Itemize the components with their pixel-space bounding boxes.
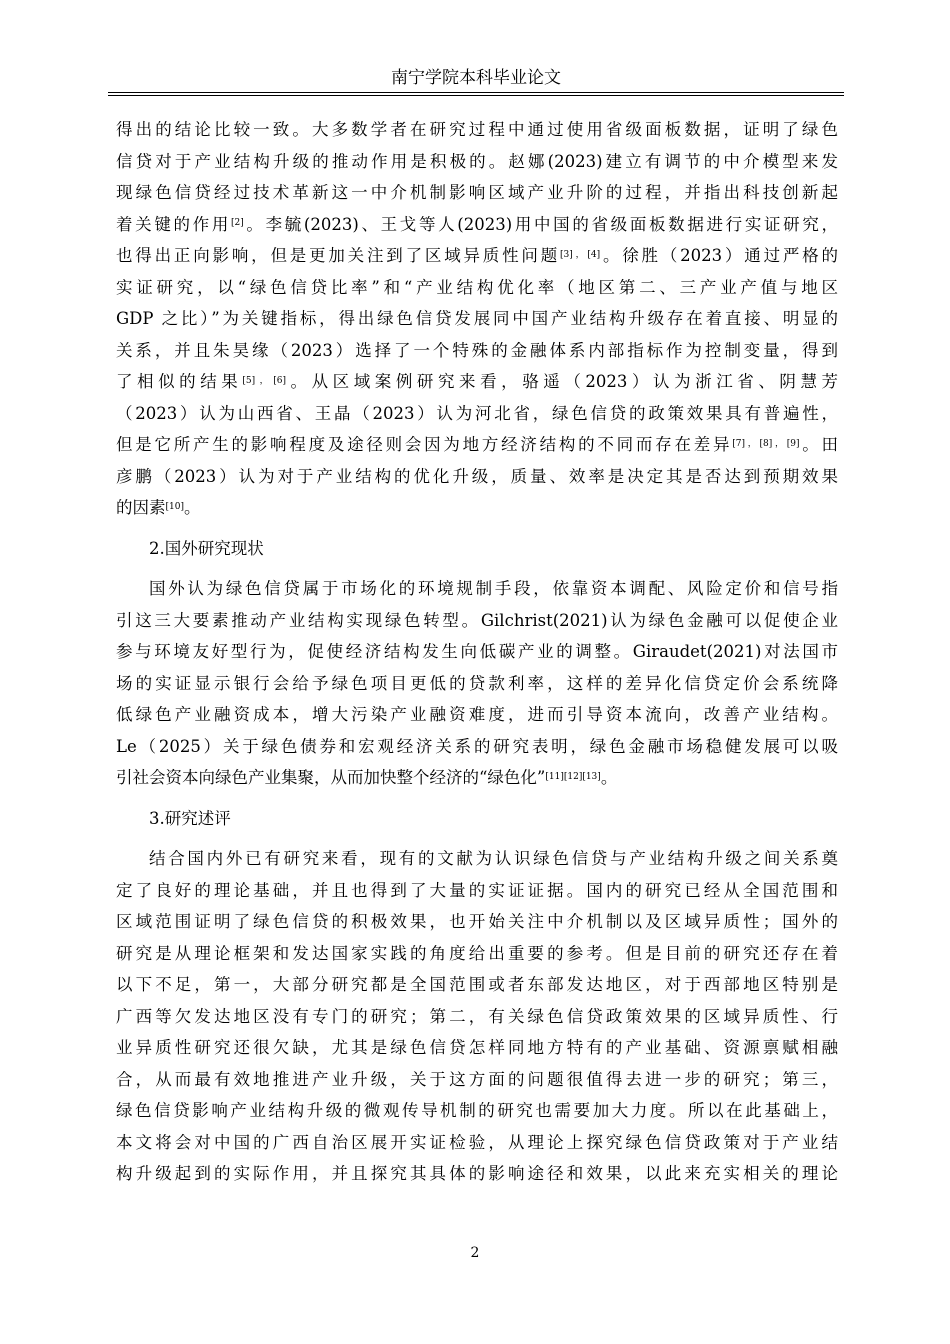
page-number: 2 bbox=[470, 1245, 480, 1261]
text-line: GDP 之比）”为关键指标，得出绿色信贷发展同中国产业结构升级存在着直接、明显的 bbox=[116, 309, 838, 328]
text-line: 参与环境友好型行为，促使经济结构发生向低碳产业的调整。Giraudet(2021)对法国市 bbox=[116, 642, 838, 661]
citation-11-12-13: [11][12][13] bbox=[545, 771, 601, 782]
text-segment: 。田 bbox=[799, 435, 839, 454]
section-heading-foreign-research: 2.国外研究现状 bbox=[149, 538, 264, 558]
text-segment: 着关键的作用 bbox=[116, 214, 232, 234]
text-line bbox=[116, 429, 838, 461]
text-line: 结合国内外已有研究来看，现有的文献为认识绿色信贷与产业结构升级之间关系奠 bbox=[149, 849, 838, 868]
text-line: 低绿色产业融资成本，增大污染产业融资难度，进而引导资本流向，改善产业结构。 bbox=[116, 705, 838, 724]
body-text bbox=[116, 114, 838, 1190]
text-segment: 了相似的结果 bbox=[116, 372, 243, 391]
citation-3-4: [3]，[4] bbox=[560, 249, 601, 260]
citation-2: [2] bbox=[231, 218, 244, 228]
text-line: 信贷对于产业结构升级的推动作用是积极的。赵娜(2023)建立有调节的中介模型来发 bbox=[116, 151, 838, 171]
text-line bbox=[116, 240, 838, 272]
text-line bbox=[116, 492, 838, 524]
text-segment: 。 bbox=[183, 498, 201, 517]
citation-5-6: [5]，[6] bbox=[242, 375, 286, 386]
text-segment: 的因素 bbox=[116, 498, 166, 517]
text-line bbox=[116, 209, 838, 241]
text-line: 广西等欠发达地区没有专门的研究；第二，有关绿色信贷政策效果的区域异质性、行 bbox=[116, 1006, 838, 1026]
text-line: 绿色信贷影响产业结构升级的微观传导机制的研究也需要加大力度。所以在此基础上， bbox=[116, 1101, 838, 1120]
text-line: Le（2025）关于绿色债券和宏观经济关系的研究表明，绿色金融市场稳健发展可以吸 bbox=[116, 736, 838, 756]
text-line bbox=[116, 366, 838, 398]
text-line: 现绿色信贷经过技术革新这一中介机制影响区域产业升阶的过程，并指出科技创新起 bbox=[116, 183, 838, 202]
citation-10: [10] bbox=[165, 501, 184, 512]
text-segment: 。徐胜（2023）通过严格的 bbox=[600, 246, 838, 265]
text-segment: 但是它所产生的影响程度及途径则会因为地方经济结构的不同而存在差异 bbox=[116, 435, 733, 454]
text-line: 彦鹏（2023）认为对于产业结构的优化升级，质量、效率是决定其是否达到预期效果 bbox=[116, 466, 838, 486]
text-segment: 。 bbox=[600, 768, 618, 787]
text-line bbox=[116, 762, 838, 794]
text-line: 区域范围证明了绿色信贷的积极效果，也开始关注中介机制以及区域异质性；国外的 bbox=[116, 912, 838, 931]
text-line: 引这三大要素推动产业结构实现绿色转型。Gilchrist(2021)认为绿色金融可以促使企业 bbox=[116, 610, 838, 630]
citation-7-8-9: [7]，[8]，[9] bbox=[732, 438, 800, 449]
section-heading-review: 3.研究述评 bbox=[149, 808, 231, 828]
page-header-title: 南宁学院本科毕业论文 bbox=[391, 68, 561, 88]
text-line: 实证研究，以“绿色信贷比率”和“产业结构优化率（地区第二、三产业产值与地区 bbox=[116, 277, 838, 297]
text-segment: 也得出正向影响，但是更加关注到了区域异质性问题 bbox=[116, 246, 561, 265]
text-line: 合，从而最有效地推进产业升级，关于这方面的问题很值得去进一步的研究；第三， bbox=[116, 1069, 838, 1089]
text-line: 构升级起到的实际作用，并且探究其具体的影响途径和效果，以此来充实相关的理论 bbox=[116, 1164, 838, 1183]
header-rule-thick bbox=[108, 92, 844, 93]
text-line: 业异质性研究还很欠缺，尤其是绿色信贷怎样同地方特有的产业基础、资源禀赋相融 bbox=[116, 1038, 838, 1057]
text-segment: 引社会资本向绿色产业集聚，从而加快整个经济的“绿色化” bbox=[116, 768, 546, 787]
text-line: 本文将会对中国的广西自治区展开实证检验，从理论上探究绿色信贷政策对于产业结 bbox=[116, 1132, 838, 1152]
header-rule-thin bbox=[108, 95, 844, 96]
text-segment: 。从区域案例研究来看，骆遥（2023）认为浙江省、阴慧芳 bbox=[286, 372, 839, 391]
text-line: 以下不足，第一，大部分研究都是全国范围或者东部发达地区，对于西部地区特别是 bbox=[116, 975, 838, 994]
text-line: 国外认为绿色信贷属于市场化的环境规制手段，依靠资本调配、风险定价和信号指 bbox=[149, 579, 838, 598]
text-line: （2023）认为山西省、王晶（2023）认为河北省，绿色信贷的政策效果具有普遍性， bbox=[116, 403, 838, 423]
text-line: 关系，并且朱昊缘（2023）选择了一个特殊的金融体系内部指标作为控制变量，得到 bbox=[116, 340, 838, 360]
text-line: 研究是从理论框架和发达国家实践的角度给出重要的参考。但是目前的研究还存在着 bbox=[116, 943, 838, 963]
text-line: 定了良好的理论基础，并且也得到了大量的实证证据。国内的研究已经从全国范围和 bbox=[116, 880, 838, 900]
text-line: 场的实证显示银行会给予绿色项目更低的贷款利率，这样的差异化信贷定价会系统降 bbox=[116, 673, 838, 693]
text-line: 得出的结论比较一致。大多数学者在研究过程中通过使用省级面板数据，证明了绿色 bbox=[116, 120, 838, 139]
text-segment: 。李毓(2023)、王戈等人(2023)用中国的省级面板数据进行实证研究， bbox=[243, 214, 839, 234]
